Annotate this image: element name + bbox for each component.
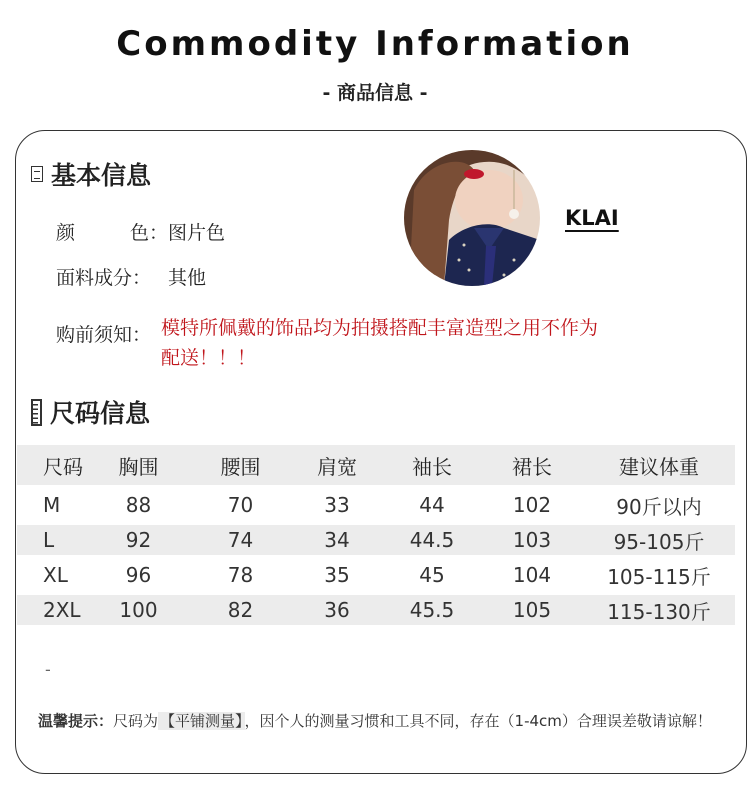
col-header: 胸围 bbox=[118, 454, 159, 479]
table-cell: 105-115斤 bbox=[607, 564, 711, 589]
notice-label: 购前须知： bbox=[56, 324, 152, 346]
color-label bbox=[56, 218, 168, 245]
table-header-row bbox=[17, 445, 735, 485]
table-cell: 96 bbox=[125, 563, 152, 587]
table-row bbox=[17, 595, 735, 625]
table-cell: 88 bbox=[125, 493, 152, 517]
table-row bbox=[17, 525, 735, 555]
size-table bbox=[17, 445, 735, 625]
table-row bbox=[17, 555, 735, 595]
color-label-a: 颜 bbox=[56, 222, 76, 244]
fabric-row bbox=[56, 263, 206, 290]
table-cell: L bbox=[43, 528, 55, 552]
tip-after: ，因个人的测量习惯和工具不同，存在（1-4cm）合理误差敬请谅解！ bbox=[244, 712, 712, 730]
table-trailing-dash: - bbox=[45, 660, 51, 679]
table-cell: 102 bbox=[512, 493, 552, 517]
table-cell: 44.5 bbox=[409, 528, 455, 552]
table-cell: 82 bbox=[227, 598, 254, 622]
basic-info-heading bbox=[31, 156, 151, 192]
table-cell: 74 bbox=[227, 528, 254, 552]
ruler-icon bbox=[31, 399, 42, 426]
table-cell: 104 bbox=[512, 563, 552, 587]
table-cell: 103 bbox=[512, 528, 552, 552]
table-cell: 100 bbox=[119, 598, 158, 622]
table-cell: 115-130斤 bbox=[607, 599, 711, 624]
tip-label: 温馨提示： bbox=[38, 712, 114, 730]
table-cell: 34 bbox=[324, 528, 350, 552]
table-cell: 45 bbox=[419, 563, 445, 587]
table-cell: M bbox=[43, 493, 61, 517]
tip-highlight: 【平铺测量】 bbox=[160, 712, 243, 730]
document-icon bbox=[31, 166, 43, 182]
tip-before: 尺码为 bbox=[113, 712, 159, 730]
page-subtitle: - 商品信息 - bbox=[322, 82, 428, 104]
table-cell: 35 bbox=[324, 563, 350, 587]
col-header: 腰围 bbox=[220, 454, 261, 479]
table-cell: 90斤以内 bbox=[616, 494, 702, 519]
model-avatar bbox=[404, 150, 540, 286]
table-cell: 105 bbox=[512, 598, 552, 622]
warm-tip bbox=[38, 707, 718, 735]
color-value: 图片色 bbox=[168, 222, 226, 244]
table-cell: 95-105斤 bbox=[613, 529, 705, 554]
col-header: 肩宽 bbox=[317, 454, 357, 479]
table-cell: 2XL bbox=[43, 598, 81, 622]
brand-name: KLAI bbox=[565, 206, 619, 230]
color-label-b: 色： bbox=[129, 222, 168, 244]
table-cell: 33 bbox=[324, 493, 350, 517]
table-cell: 45.5 bbox=[409, 598, 455, 622]
table-cell: 78 bbox=[227, 563, 254, 587]
table-cell: 92 bbox=[125, 528, 152, 552]
col-header: 建议体重 bbox=[619, 454, 699, 479]
table-cell: XL bbox=[43, 563, 68, 587]
table-row bbox=[17, 485, 735, 525]
fabric-label bbox=[56, 263, 168, 290]
color-row bbox=[56, 218, 225, 245]
fabric-value: 其他 bbox=[168, 267, 207, 289]
table-cell: 36 bbox=[324, 598, 350, 622]
table-cell: 70 bbox=[227, 493, 254, 517]
basic-info-heading-text: 基本信息 bbox=[51, 161, 152, 190]
col-header: 尺码 bbox=[43, 454, 83, 479]
model-photo-illustration bbox=[404, 150, 540, 286]
notice-text: 模特所佩戴的饰品均为拍摄搭配丰富造型之用不作为配送！！！ bbox=[161, 317, 599, 369]
size-info-heading-text: 尺码信息 bbox=[50, 399, 151, 428]
purchase-notice bbox=[56, 313, 601, 373]
size-info-heading bbox=[31, 394, 150, 430]
page-title: Commodity Information bbox=[116, 24, 634, 64]
col-header: 袖长 bbox=[412, 454, 452, 479]
fabric-label-a: 面料成分： bbox=[56, 267, 152, 289]
col-header: 裙长 bbox=[512, 454, 552, 479]
table-cell: 44 bbox=[419, 493, 445, 517]
